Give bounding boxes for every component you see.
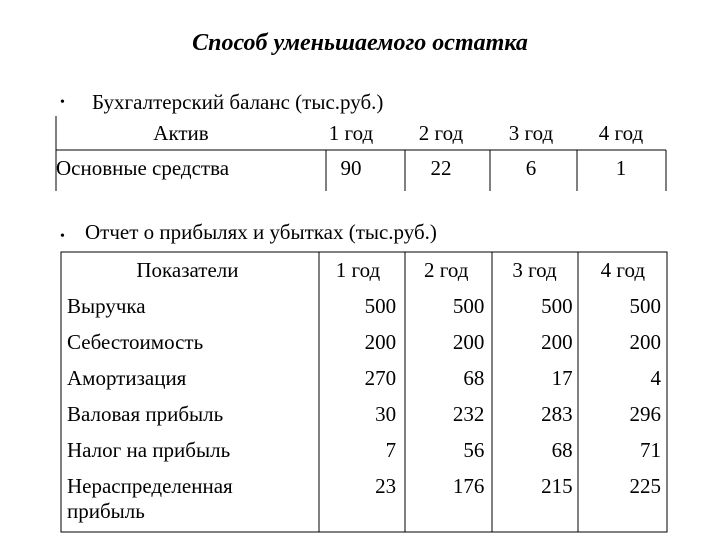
- table-cell: 500: [364, 293, 397, 318]
- table-cell: 6: [525, 155, 537, 180]
- row-label: Выручка: [67, 293, 146, 318]
- table-cell: 200: [629, 329, 661, 354]
- balance-header-cell: 3 год: [508, 120, 554, 145]
- table-cell: 500: [541, 293, 573, 318]
- table-cell: 68: [551, 437, 573, 462]
- balance-header-cell: 2 год: [418, 120, 464, 145]
- table-cell: 1: [615, 155, 627, 180]
- income-header-row: [61, 252, 667, 288]
- table-row: [61, 288, 667, 324]
- table-cell: 71: [640, 437, 661, 462]
- balance-header-cell: Актив: [153, 120, 209, 145]
- table-cell: 215: [541, 474, 573, 498]
- table-cell: 200: [364, 329, 397, 354]
- table-cell: 176: [452, 474, 485, 498]
- bullet-icon: •: [60, 229, 65, 244]
- income-header-cell: 2 год: [424, 257, 469, 282]
- row-label: Налог на прибыль: [67, 437, 231, 462]
- row-label: Себестоимость: [67, 329, 204, 354]
- table-cell: 68: [463, 365, 485, 390]
- table-row: [61, 360, 667, 396]
- page-title: Способ уменьшаемого остатка: [192, 30, 528, 56]
- balance-header-row: [56, 116, 666, 150]
- table-cell: 200: [541, 329, 573, 354]
- balance-header-cell: 1 год: [328, 120, 374, 145]
- row-label: Основные средства: [56, 155, 230, 180]
- table-cell: 270: [364, 365, 397, 390]
- table-cell: 500: [629, 293, 661, 318]
- income-header-cell: 1 год: [335, 257, 381, 282]
- income-header-cell: 3 год: [512, 257, 557, 282]
- income-heading: Отчет о прибылях и убытках (тыс.руб.): [85, 220, 437, 244]
- income-table: [61, 252, 667, 524]
- table-cell: 296: [629, 401, 661, 426]
- table-row: [56, 150, 666, 186]
- balance-heading: Бухгалтерский баланс (тыс.руб.): [92, 90, 384, 114]
- table-cell: 225: [629, 474, 661, 498]
- table-cell: 17: [551, 365, 573, 390]
- table-cell: 23: [375, 474, 397, 498]
- table-row: [61, 324, 667, 360]
- table-row: [61, 468, 667, 524]
- table-row: [61, 432, 667, 468]
- table-cell: 232: [452, 401, 485, 426]
- row-label: Валовая прибыль: [67, 401, 224, 426]
- income-header-cell: 4 год: [600, 257, 646, 282]
- table-cell: 7: [385, 437, 397, 462]
- table-cell: 283: [541, 401, 573, 426]
- balance-table: [56, 116, 666, 186]
- table-cell: 4: [650, 365, 661, 390]
- table-cell: 30: [375, 401, 397, 426]
- table-cell: 56: [463, 437, 485, 462]
- bullet-icon: •: [60, 95, 65, 110]
- income-header-cell: Показатели: [136, 257, 239, 282]
- table-cell: 22: [430, 155, 452, 180]
- table-cell: 200: [452, 329, 485, 354]
- table-row: [61, 396, 667, 432]
- row-label: Нераспределенная прибыль: [67, 474, 233, 523]
- table-cell: 500: [452, 293, 485, 318]
- balance-header-cell: 4 год: [598, 120, 644, 145]
- table-cell: 90: [340, 155, 362, 180]
- row-label: Амортизация: [67, 365, 187, 390]
